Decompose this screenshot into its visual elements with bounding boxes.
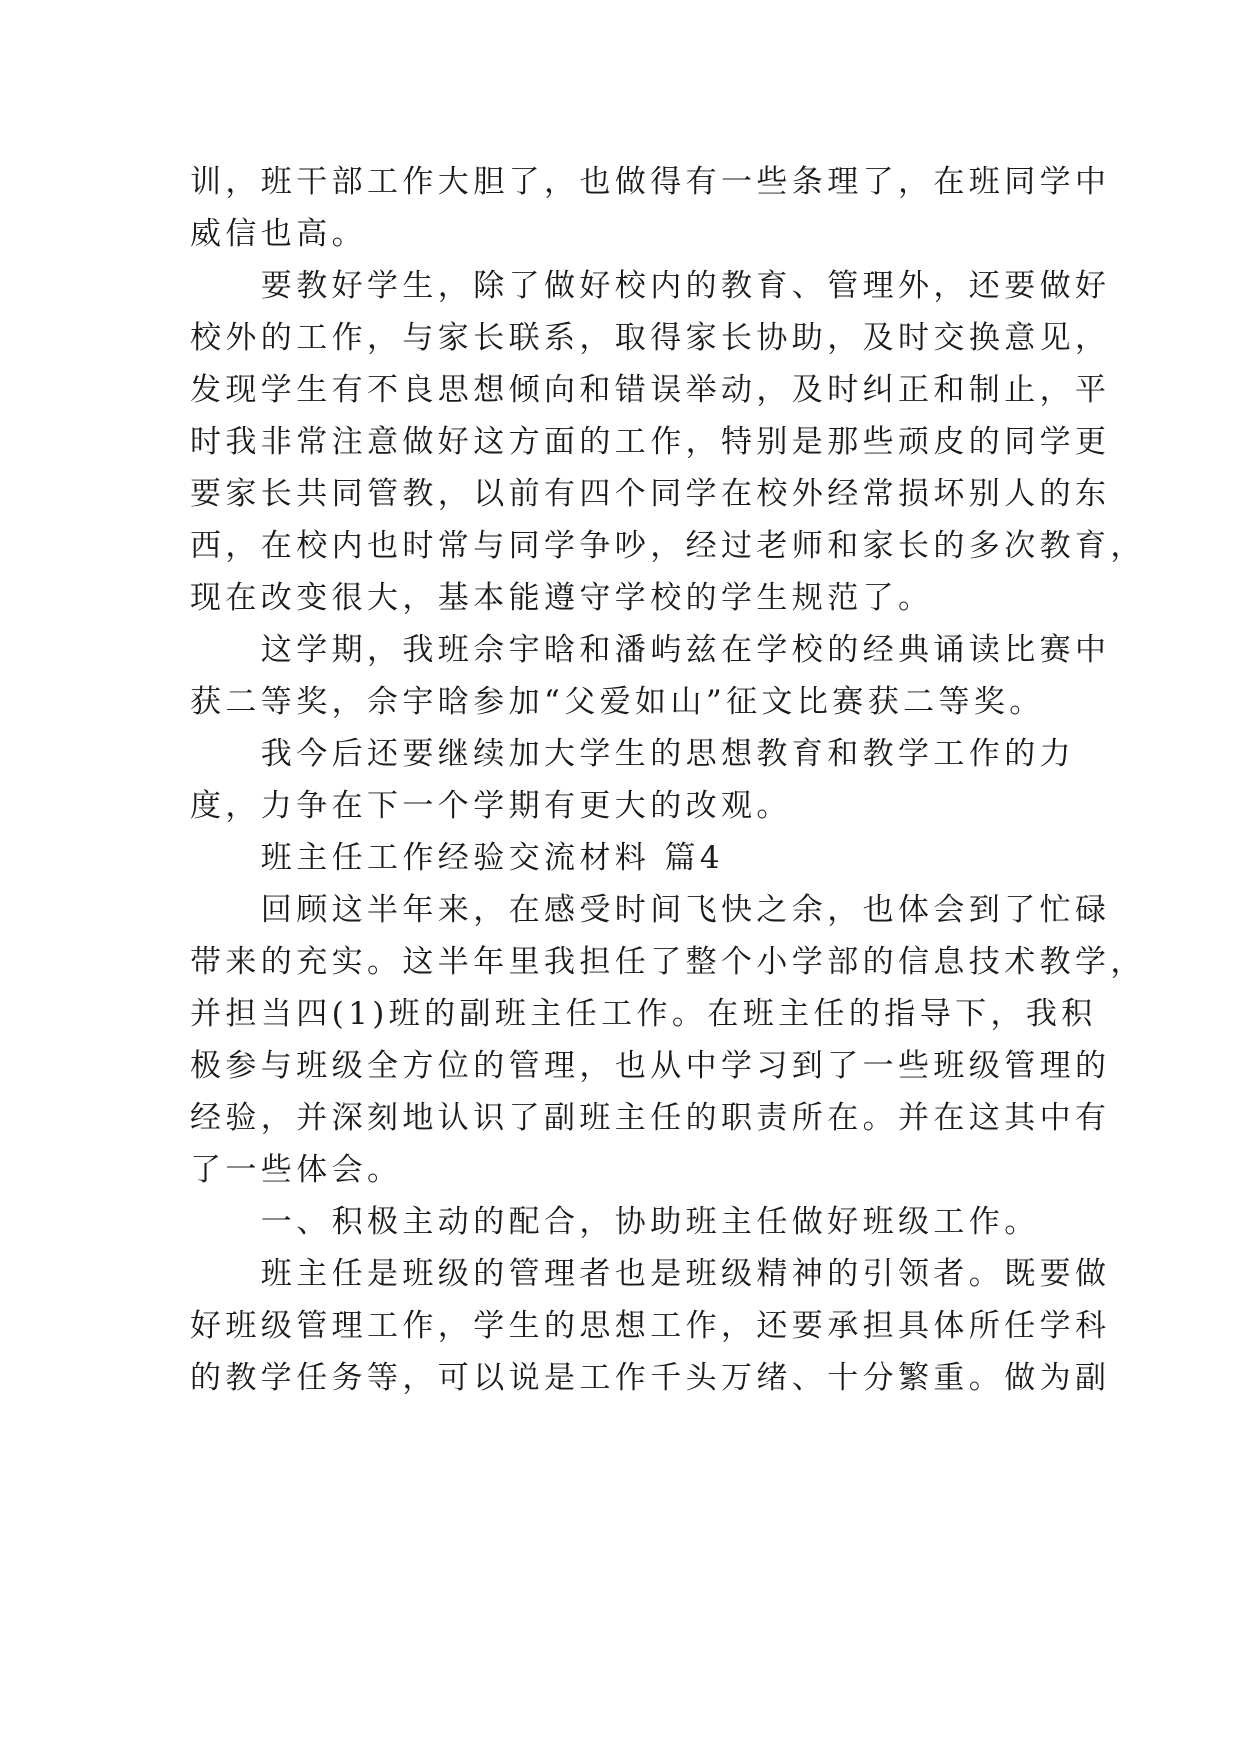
- text-line: 的教学任务等，可以说是工作千头万绪、十分繁重。做为副: [190, 1360, 1111, 1396]
- document-body: [190, 156, 1146, 1404]
- text-line: 班主任是班级的管理者也是班级精神的引领者。既要做: [190, 1256, 1111, 1292]
- text-line: 并担当四(1)班的副班主任工作。在班主任的指导下，我积: [190, 996, 1097, 1032]
- text-line: 时我非常注意做好这方面的工作，特别是那些顽皮的同学更: [190, 424, 1111, 460]
- text-line: 经验，并深刻地认识了副班主任的职责所在。并在这其中有: [190, 1100, 1111, 1136]
- text-line: 了一些体会。: [190, 1152, 403, 1188]
- text-line: 要教好学生，除了做好校内的教育、管理外，还要做好: [190, 268, 1111, 304]
- text-line: 训，班干部工作大胆了，也做得有一些条理了，在班同学中: [190, 164, 1111, 200]
- text-line: 校外的工作，与家长联系，取得家长协助，及时交换意见，: [190, 320, 1111, 356]
- text-line: 西，在校内也时常与同学争吵，经过老师和家长的多次教育，: [190, 528, 1146, 564]
- text-line: 威信也高。: [190, 216, 367, 252]
- text-line: 好班级管理工作，学生的思想工作，还要承担具体所任学科: [190, 1308, 1111, 1344]
- text-line: 我今后还要继续加大学生的思想教育和教学工作的力: [190, 736, 1075, 772]
- text-line: 要家长共同管教，以前有四个同学在校外经常损坏别人的东: [190, 476, 1111, 512]
- section-heading: 班主任工作经验交流材料 篇4: [190, 840, 724, 876]
- text-line: 回顾这半年来，在感受时间飞快之余，也体会到了忙碌: [190, 892, 1111, 928]
- text-line: 发现学生有不良思想倾向和错误举动，及时纠正和制止，平: [190, 372, 1111, 408]
- text-line: 现在改变很大，基本能遵守学校的学生规范了。: [190, 580, 934, 616]
- text-line: 获二等奖，佘宇晗参加“父爱如山”征文比赛获二等奖。: [190, 684, 1045, 720]
- text-line: 极参与班级全方位的管理，也从中学习到了一些班级管理的: [190, 1048, 1111, 1084]
- text-line: 带来的充实。这半年里我担任了整个小学部的信息技术教学，: [190, 944, 1146, 980]
- text-line: 度，力争在下一个学期有更大的改观。: [190, 788, 792, 824]
- subheading: 一、积极主动的配合，协助班主任做好班级工作。: [190, 1204, 1040, 1240]
- text-line: 这学期，我班佘宇晗和潘屿兹在学校的经典诵读比赛中: [190, 632, 1111, 668]
